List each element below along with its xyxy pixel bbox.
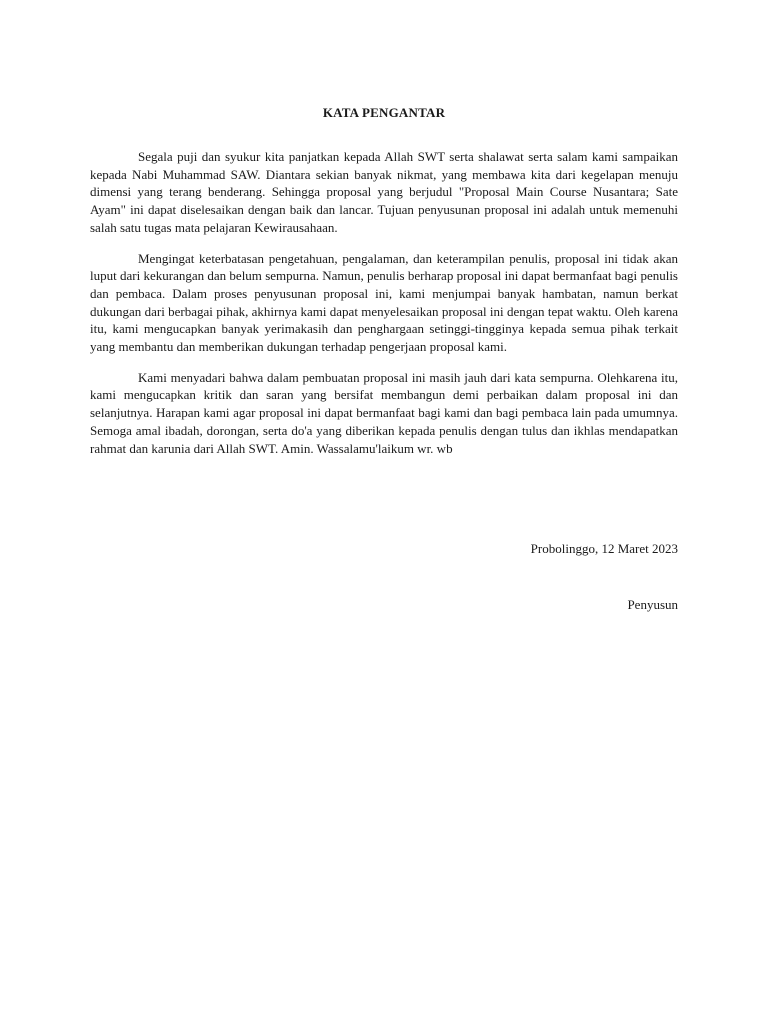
paragraph-1: Segala puji dan syukur kita panjatkan kepada Allah SWT serta shalawat serta salam kami sampaikan kepada Nabi Muhammad SAW. Diantara sekian banyak nikmat, yang membawa kita dari kegelapan menuju dimensi yang terang benderang. Sehingga proposal yang berjudul "Proposal Main Course Nusantara; Sate Ayam" ini dapat diselesaikan dengan baik dan lancar. Tujuan penyusunan proposal ini adalah untuk memenuhi salah satu tugas mata pelajaran Kewirausahaan.: [90, 149, 678, 235]
paragraph-3: Kami menyadari bahwa dalam pembuatan proposal ini masih jauh dari kata sempurna. Olehkarena itu, kami mengucapkan kritik dan saran yang bersifat membangun demi perbaikan dalam proposal ini dan selanjutnya. Harapan kami agar proposal ini dapat bermanfaat bagi kami dan bagi pembaca lain pada umumnya. Semoga amal ibadah, dorongan, serta do'a yang diberikan kepada penulis dengan tulus dan ikhlas mendapatkan rahmat dan karunia dari Allah SWT. Amin. Wassalamu'laikum wr. wb: [90, 369, 678, 456]
page-title: KATA PENGANTAR: [322, 105, 446, 120]
paragraph-2: Mengingat keterbatasan pengetahuan, pengalaman, dan keterampilan penulis, proposal ini tidak akan luput dari kekurangan dan belum sempurna. Namun, penulis berharap proposal ini dapat bermanfaat bagi penulis dan pembaca. Dalam proses penyusunan proposal ini, kami menjumpai banyak hambatan, namun berkat dukungan dari berbagai pihak, akhirnya kami dapat menyelesaikan proposal ini dengan tepat waktu. Oleh karena itu, kami mengucapkan banyak yerimakasih dan penghargaan setinggi-tingginya kepada semua pihak terkait yang membantu dan memberikan dukungan terhadap pengerjaan proposal kami.: [90, 250, 678, 355]
signer-label: Penyusun: [627, 597, 678, 612]
body-text: [90, 148, 678, 470]
place-date: Probolinggo, 12 Maret 2023: [530, 541, 678, 556]
